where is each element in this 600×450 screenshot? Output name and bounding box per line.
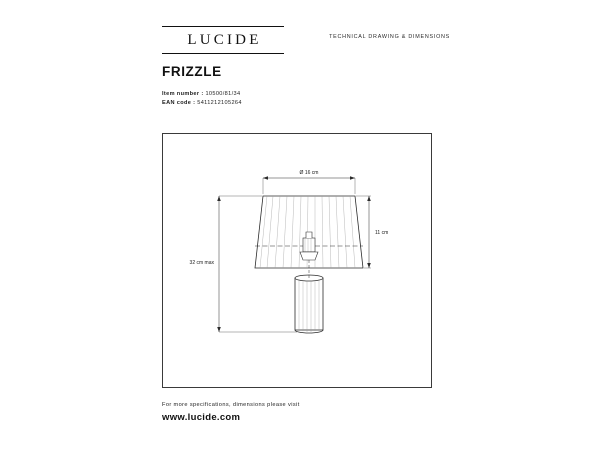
dimension-shade-height-label: 11 cm	[375, 230, 389, 236]
footer	[162, 402, 442, 423]
header	[162, 26, 450, 54]
brand-logo	[162, 26, 284, 54]
ean-value: 5411212105264	[197, 100, 242, 106]
header-subtitle: TECHNICAL DRAWING & DIMENSIONS	[329, 34, 450, 40]
brand-logo-text: LUCIDE	[187, 31, 262, 48]
item-number-label: Item number :	[162, 91, 204, 97]
ean-label: EAN code :	[162, 100, 196, 106]
ean-row	[162, 99, 242, 108]
lamp-base-outline	[295, 278, 323, 330]
technical-drawing-frame	[162, 133, 432, 388]
page-title: FRIZZLE	[162, 64, 222, 79]
product-meta	[162, 90, 242, 108]
dimension-total-height-label: 32 cm max	[189, 260, 214, 266]
item-number-row	[162, 90, 242, 99]
dimension-diameter-label: Ø 16 cm	[299, 170, 319, 176]
footer-note: For more specifications, dimensions please visit	[162, 402, 300, 408]
technical-drawing	[163, 134, 433, 389]
item-number-value: 10500/81/34	[205, 91, 241, 97]
footer-website[interactable]: www.lucide.com	[162, 412, 241, 423]
